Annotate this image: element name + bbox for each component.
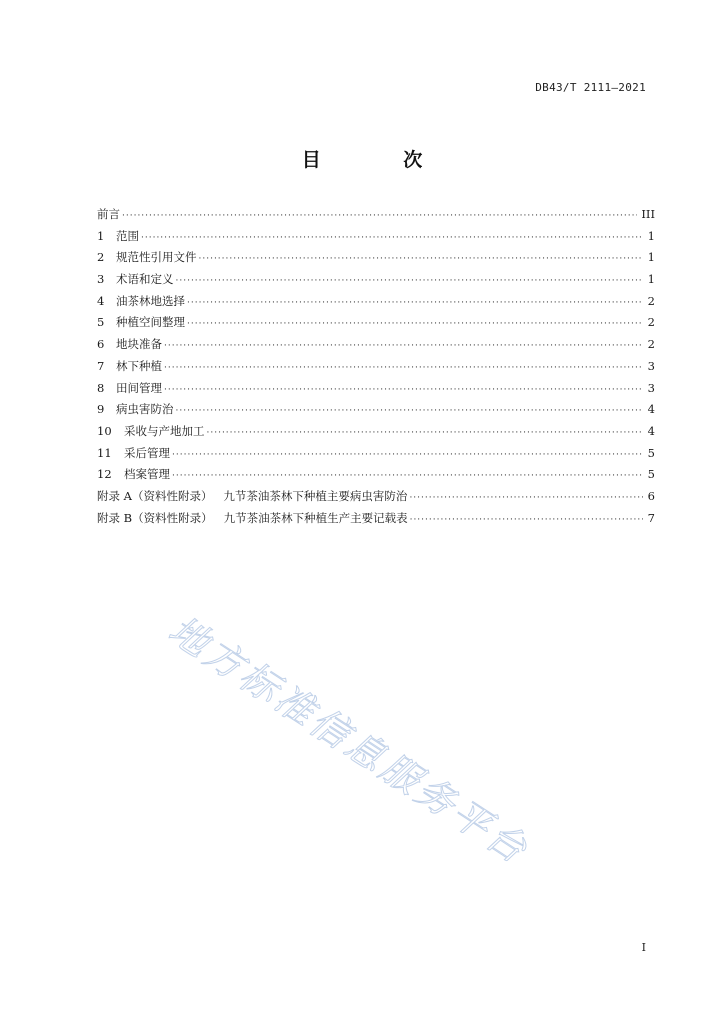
toc-leader-dots — [122, 206, 637, 228]
toc-leader-dots — [410, 510, 643, 532]
toc-entry-page: 4 — [647, 402, 655, 417]
toc-entry-number: 10 — [97, 423, 112, 438]
toc-leader-dots — [172, 466, 643, 488]
toc-entry-page: 7 — [647, 510, 655, 525]
toc-entry-number: 2 — [97, 250, 105, 265]
toc-entry-number: 1 — [97, 228, 105, 243]
toc-entry-page: 3 — [647, 380, 655, 395]
toc-entry-number: 7 — [97, 358, 105, 373]
toc-entry-label: 前言 — [97, 207, 120, 221]
toc-leader-dots — [187, 293, 643, 315]
toc-entry-page: 2 — [647, 337, 655, 352]
standard-code: DB43/T 2111—2021 — [535, 81, 646, 94]
toc-entry-label: 林下种植 — [116, 358, 162, 373]
toc-entry-page: 3 — [647, 358, 655, 373]
toc-entry-number: 3 — [97, 272, 105, 287]
toc-entry-2[interactable] — [97, 247, 655, 269]
toc-entry-page: 5 — [647, 467, 655, 482]
toc-entry-label: 地块准备 — [116, 337, 162, 352]
toc-entry-12[interactable] — [97, 464, 655, 486]
toc-leader-dots — [187, 314, 643, 336]
toc-entry-number: 12 — [97, 467, 112, 482]
page-number: I — [641, 941, 646, 954]
toc-entry-page: 1 — [647, 272, 655, 287]
toc-entry-page: 5 — [647, 445, 655, 460]
toc-entry-label: 田间管理 — [116, 380, 162, 395]
toc-leader-dots — [409, 488, 643, 510]
toc-entry-number: 4 — [97, 293, 105, 308]
toc-entry-appendix-a[interactable] — [97, 486, 655, 508]
toc-leader-dots — [164, 358, 643, 380]
toc-entry-appendix-b[interactable] — [97, 508, 655, 530]
toc-entry-label: 油茶林地选择 — [116, 293, 185, 308]
toc-entry-8[interactable] — [97, 378, 655, 400]
toc-entry-number: 9 — [97, 402, 105, 417]
toc-entry-4[interactable] — [97, 291, 655, 313]
toc-leader-dots — [176, 271, 644, 293]
toc-leader-dots — [199, 249, 644, 271]
toc-entry-page: 4 — [647, 423, 655, 438]
toc-leader-dots — [176, 401, 644, 423]
toc-entry-number: 8 — [97, 380, 105, 395]
toc-entry-label: 病虫害防治 — [116, 402, 174, 417]
toc-entry-7[interactable] — [97, 356, 655, 378]
toc-leader-dots — [141, 228, 643, 250]
toc-leader-dots — [207, 423, 644, 445]
toc-entry-10[interactable] — [97, 421, 655, 443]
toc-entry-1[interactable] — [97, 226, 655, 248]
toc-entry-label: 档案管理 — [124, 467, 170, 482]
toc-entry-page: III — [641, 207, 655, 221]
toc-entry-number: 11 — [97, 445, 112, 460]
toc-leader-dots — [172, 445, 643, 467]
toc-entry-3[interactable] — [97, 269, 655, 291]
toc-entry-label: 采收与产地加工 — [124, 423, 205, 438]
toc-entry-label: 附录 A（资料性附录） 九节茶油茶林下种植主要病虫害防治 — [97, 488, 408, 503]
toc-leader-dots — [164, 380, 643, 402]
page-title: 目 次 — [301, 149, 461, 171]
toc-entry-foreword[interactable] — [97, 204, 655, 226]
toc-entry-page: 1 — [647, 250, 655, 265]
table-of-contents — [97, 204, 655, 529]
toc-entry-11[interactable] — [97, 443, 655, 465]
watermark-text: 地方标准信息服务平台 — [161, 607, 538, 874]
toc-entry-page: 6 — [647, 488, 655, 503]
toc-entry-number: 5 — [97, 315, 105, 330]
toc-leader-dots — [164, 336, 643, 358]
toc-entry-label: 规范性引用文件 — [116, 250, 197, 265]
toc-entry-5[interactable] — [97, 312, 655, 334]
toc-entry-label: 种植空间整理 — [116, 315, 185, 330]
toc-entry-6[interactable] — [97, 334, 655, 356]
toc-entry-page: 2 — [647, 293, 655, 308]
toc-entry-label: 附录 B（资料性附录） 九节茶油茶林下种植生产主要记载表 — [97, 510, 408, 525]
toc-entry-number: 6 — [97, 337, 105, 352]
toc-entry-label: 范围 — [116, 228, 139, 243]
toc-entry-9[interactable] — [97, 399, 655, 421]
toc-entry-label: 采后管理 — [124, 445, 170, 460]
toc-entry-page: 2 — [647, 315, 655, 330]
toc-entry-label: 术语和定义 — [116, 272, 174, 287]
toc-entry-page: 1 — [647, 228, 655, 243]
